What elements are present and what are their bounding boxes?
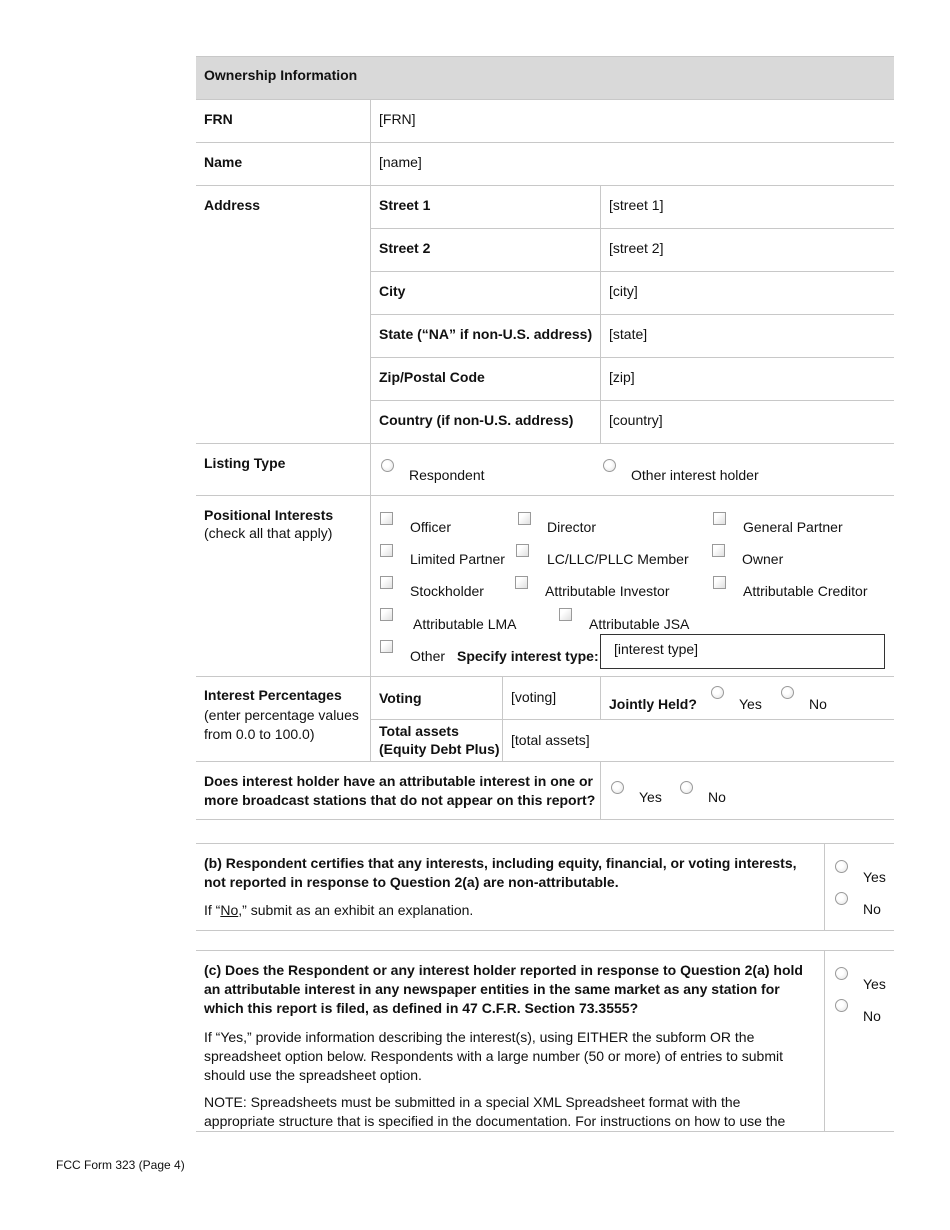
divider [370, 228, 894, 229]
other-checkbox-label: Other [410, 648, 446, 664]
general-partner-checkbox-label: General Partner [743, 519, 843, 535]
interest-percentages-sublabel: (enter percentage values from 0.0 to 100.0) [204, 707, 359, 742]
owner-checkbox-label: Owner [742, 551, 784, 567]
street2-label: Street 2 [379, 240, 431, 256]
section-c-para2-line2: appropriate structure that is specified in the documentation. For instructions on how to use the [204, 1113, 786, 1129]
divider [196, 761, 894, 762]
divider [196, 495, 894, 496]
listing-type-label: Listing Type [204, 455, 286, 471]
section-b-no-label: No [863, 901, 881, 917]
owner-checkbox[interactable] [712, 544, 725, 557]
other-stations-question: Does interest holder have an attributable interest in one or more broadcast stations that do not appear on this report? [204, 773, 596, 808]
zip-field[interactable]: [zip] [609, 369, 635, 385]
attributable-lma-checkbox-label: Attributable LMA [413, 616, 517, 632]
section-c-no-radio[interactable] [835, 999, 848, 1012]
total-assets-field[interactable]: [total assets] [511, 732, 590, 748]
other-checkbox[interactable] [380, 640, 393, 653]
section-b-no-radio[interactable] [835, 892, 848, 905]
divider [600, 676, 601, 719]
divider [196, 843, 894, 844]
divider [196, 99, 894, 100]
address-label: Address [204, 197, 261, 213]
ownership-header: Ownership Information [204, 67, 358, 83]
divider [600, 761, 601, 819]
section-b-yes-label: Yes [863, 869, 886, 885]
state-field[interactable]: [state] [609, 326, 648, 342]
other-stations-no-radio[interactable] [680, 781, 693, 794]
street2-field[interactable]: [street 2] [609, 240, 664, 256]
divider [196, 142, 894, 143]
limited-partner-checkbox-label: Limited Partner [410, 551, 505, 567]
attributable-jsa-checkbox[interactable] [559, 608, 572, 621]
voting-label: Voting [379, 690, 422, 706]
other-holder-radio-label: Other interest holder [631, 467, 759, 483]
divider [370, 400, 894, 401]
other-stations-yes-label: Yes [639, 789, 662, 805]
positional-interests-label: Positional Interests [204, 507, 334, 523]
section-c-question: (c) Does the Respondent or any interest holder reported in response to Question 2(a) hold an attributable interest in any newspaper entities in the same market as any station for which this report is filed, as defined in 47 C.F.R. Section 73.3555? [204, 962, 803, 1016]
section-b-yes-radio[interactable] [835, 860, 848, 873]
section-b-note-pre: If “ [204, 902, 221, 918]
city-field[interactable]: [city] [609, 283, 638, 299]
officer-checkbox[interactable] [380, 512, 393, 525]
specify-interest-label: Specify interest type: [457, 648, 599, 664]
zip-label: Zip/Postal Code [379, 369, 485, 385]
divider [370, 314, 894, 315]
divider [502, 676, 503, 761]
divider [196, 56, 894, 57]
total-assets-label: Total assets [379, 723, 459, 739]
interest-percentages-label: Interest Percentages [204, 687, 342, 703]
voting-field[interactable]: [voting] [511, 689, 557, 705]
divider [600, 185, 601, 443]
frn-field[interactable]: [FRN] [379, 111, 416, 127]
divider [196, 443, 894, 444]
positional-interests-sublabel: (check all that apply) [204, 525, 333, 541]
section-b-note-no: No [220, 902, 239, 918]
jointly-yes-label: Yes [739, 696, 762, 712]
attributable-investor-checkbox[interactable] [515, 576, 528, 589]
director-checkbox[interactable] [518, 512, 531, 525]
attributable-creditor-checkbox-label: Attributable Creditor [743, 583, 868, 599]
stockholder-checkbox-label: Stockholder [410, 583, 484, 599]
section-c-no-label: No [863, 1008, 881, 1024]
attributable-investor-checkbox-label: Attributable Investor [545, 583, 670, 599]
frn-label: FRN [204, 111, 233, 127]
country-field[interactable]: [country] [609, 412, 663, 428]
limited-partner-checkbox[interactable] [380, 544, 393, 557]
section-c-para2-line1: NOTE: Spreadsheets must be submitted in a special XML Spreadsheet format with the [204, 1094, 741, 1110]
jointly-yes-radio[interactable] [711, 686, 724, 699]
other-stations-yes-radio[interactable] [611, 781, 624, 794]
respondent-radio-label: Respondent [409, 467, 485, 483]
divider [196, 185, 894, 186]
section-c-yes-radio[interactable] [835, 967, 848, 980]
divider [196, 930, 894, 931]
respondent-radio[interactable] [381, 459, 394, 472]
name-field[interactable]: [name] [379, 154, 422, 170]
divider [370, 357, 894, 358]
attributable-lma-checkbox[interactable] [380, 608, 393, 621]
attributable-jsa-checkbox-label: Attributable JSA [589, 616, 690, 632]
other-stations-no-label: No [708, 789, 726, 805]
divider [824, 950, 825, 1131]
jointly-held-label: Jointly Held? [609, 696, 697, 712]
divider [824, 843, 825, 930]
section-c-yes-label: Yes [863, 976, 886, 992]
interest-type-input[interactable] [600, 634, 885, 669]
section-c-para1: If “Yes,” provide information describing the interest(s), using EITHER the subform OR the spreadsheet option below. Respondents with a large number (50 or more) of entries to submit should use the spreadsheet option. [204, 1029, 783, 1083]
officer-checkbox-label: Officer [410, 519, 451, 535]
jointly-no-radio[interactable] [781, 686, 794, 699]
street1-label: Street 1 [379, 197, 431, 213]
page-footer: FCC Form 323 (Page 4) [56, 1158, 185, 1172]
section-b-note [204, 902, 473, 918]
city-label: City [379, 283, 406, 299]
section-b-question: (b) Respondent certifies that any interests, including equity, financial, or voting interests, not reported in response to Question 2(a) are non-attributable. [204, 855, 797, 890]
total-assets-sublabel: (Equity Debt Plus) [379, 741, 500, 757]
divider [370, 719, 894, 720]
divider [196, 819, 894, 820]
stockholder-checkbox[interactable] [380, 576, 393, 589]
country-label: Country (if non-U.S. address) [379, 412, 574, 428]
divider [196, 676, 894, 677]
section-b-note-post: ,” submit as an exhibit an explanation. [238, 902, 474, 918]
llc-member-checkbox[interactable] [516, 544, 529, 557]
interest-type-value: [interest type] [614, 641, 699, 657]
jointly-no-label: No [809, 696, 827, 712]
divider [196, 1131, 894, 1132]
name-label: Name [204, 154, 243, 170]
llc-member-checkbox-label: LC/LLC/PLLC Member [547, 551, 689, 567]
attributable-creditor-checkbox[interactable] [713, 576, 726, 589]
general-partner-checkbox[interactable] [713, 512, 726, 525]
other-holder-radio[interactable] [603, 459, 616, 472]
divider [370, 99, 371, 761]
street1-field[interactable]: [street 1] [609, 197, 664, 213]
state-label: State (“NA” if non-U.S. address) [379, 326, 593, 342]
divider [196, 950, 894, 951]
divider [370, 271, 894, 272]
director-checkbox-label: Director [547, 519, 597, 535]
